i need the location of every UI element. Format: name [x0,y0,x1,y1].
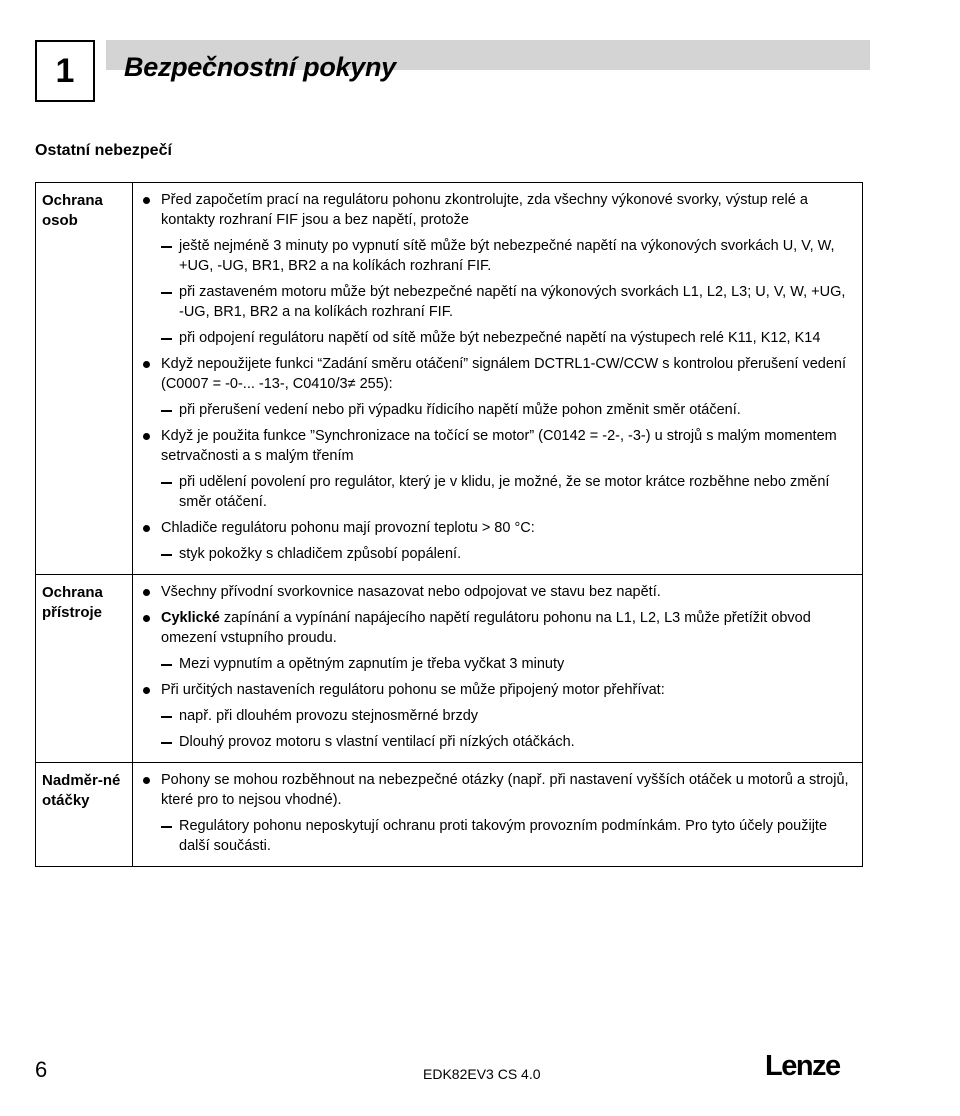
item-text-wrap [179,400,850,420]
bullet-item [133,354,850,394]
bullet-icon [133,582,161,602]
item-text: Když nepoužijete funkci “Zadání směru otáčení” signálem DCTRL1-CW/CCW s kontrolou přerušení vedení (C0007 = -0-... -13-, C0410/3≠ 255): [161,356,847,392]
item-text-wrap [179,654,850,674]
dash-icon [133,400,179,420]
dash-icon [133,706,179,726]
dash-icon [133,236,179,276]
chapter-number: 1 [55,51,75,90]
bullet-icon [133,770,161,810]
bullet-item [133,518,850,538]
dash-icon [133,816,179,856]
item-text-wrap [161,770,850,810]
item-text-wrap [179,544,850,564]
item-text: Mezi vypnutím a opětným zapnutím je třeba vyčkat 3 minuty [179,656,565,672]
item-text: styk pokožky s chladičem způsobí popálení. [179,546,462,562]
item-text: Když je použita funkce ”Synchronizace na točící se motor” (C0142 = -2-, -3-) u strojů s malým momentem setrvačnosti a s malým třením [161,428,837,464]
bullet-icon [133,680,161,700]
table-row [36,763,863,867]
table-row [36,575,863,763]
item-text-wrap [161,582,850,602]
item-text: ještě nejméně 3 minuty po vypnutí sítě může být nebezpečné napětí na výkonových svorkách U, V, W, +UG, -UG, BR1, BR2 a na kolíkách rozhraní FIF. [179,238,835,274]
section-heading: Ostatní nebezpečí [35,142,172,159]
dash-icon [133,654,179,674]
section-content [133,183,863,575]
dash-item [133,472,850,512]
bold-lead: Cyklické [161,610,220,626]
item-text-wrap [161,518,850,538]
dash-item [133,544,850,564]
lenze-logo: Lenze [765,1050,840,1082]
item-text: při zastaveném motoru může být nebezpečné napětí na výkonových svorkách L1, L2, L3; U, V, W, +UG, -UG, BR1, BR2 a na kolíkách rozhraní FIF. [179,284,846,320]
dash-icon [133,472,179,512]
item-text-wrap [179,472,850,512]
bullet-icon [133,518,161,538]
item-text-wrap [179,328,850,348]
bullet-icon [133,426,161,466]
item-text: Při určitých nastaveních regulátoru pohonu se může připojený motor přehřívat: [161,682,665,698]
section-label: Ochrana přístroje [36,575,133,763]
dash-item [133,282,850,322]
page-title: Bezpečnostní pokyny [124,52,396,82]
table-row [36,183,863,575]
bullet-item [133,680,850,700]
bullet-item [133,582,850,602]
section-content [133,763,863,867]
bullet-item [133,608,850,648]
item-text-wrap [179,706,850,726]
item-text-wrap [179,282,850,322]
dash-item [133,236,850,276]
item-text: při udělení povolení pro regulátor, který je v klidu, je možné, že se motor krátce rozběhne nebo změní směr otáčení. [179,474,830,510]
item-text-wrap [161,190,850,230]
item-text-wrap [179,816,850,856]
item-text: při přerušení vedení nebo při výpadku řídicího napětí může pohon změnit směr otáčení. [179,402,741,418]
item-text: např. při dlouhém provozu stejnosměrné brzdy [179,708,479,724]
dash-item [133,654,850,674]
dash-item [133,706,850,726]
item-text: Pohony se mohou rozběhnout na nebezpečné otázky (např. při nastavení vyšších otáček u motorů a strojů, které pro to nejsou vhodné). [161,772,849,808]
item-text: Chladiče regulátoru pohonu mají provozní teplotu > 80 °C: [161,520,535,536]
item-text: Dlouhý provoz motoru s vlastní ventilací při nízkých otáčkách. [179,734,575,750]
item-text-wrap [161,354,850,394]
section-label: Ochrana osob [36,183,133,575]
item-text: Regulátory pohonu neposkytují ochranu proti takovým provozním podmínkám. Pro tyto účely použijte další součásti. [179,818,828,854]
item-text: při odpojení regulátoru napětí od sítě může být nebezpečné napětí na výstupech relé K11, K12, K14 [179,330,821,346]
bullet-icon [133,608,161,648]
dash-icon [133,732,179,752]
section-content [133,575,863,763]
bullet-item [133,426,850,466]
item-text-wrap [179,236,850,276]
page-number: 6 [35,1057,48,1082]
chapter-number-box [35,40,95,102]
item-text: Před započetím prací na regulátoru pohonu zkontrolujte, zda všechny výkonové svorky, výstup relé a kontakty rozhraní FIF jsou a bez napětí, protože [161,192,808,228]
dash-item [133,732,850,752]
item-text-wrap [161,680,850,700]
item-text: zapínání a vypínání napájecího napětí regulátoru pohonu na L1, L2, L3 může přetížit obvod omezení vstupního proudu. [161,610,811,646]
bullet-item [133,770,850,810]
section-label: Nadměr-né otáčky [36,763,133,867]
safety-rules-table [35,182,863,867]
bullet-icon [133,190,161,230]
document-code: EDK82EV3 CS 4.0 [423,1066,541,1082]
dash-item [133,400,850,420]
item-text-wrap [161,426,850,466]
item-text: Všechny přívodní svorkovnice nasazovat nebo odpojovat ve stavu bez napětí. [161,584,661,600]
dash-icon [133,544,179,564]
dash-item [133,328,850,348]
dash-icon [133,282,179,322]
bullet-icon [133,354,161,394]
dash-icon [133,328,179,348]
item-text-wrap [179,732,850,752]
dash-item [133,816,850,856]
item-text-wrap [161,608,850,648]
bullet-item [133,190,850,230]
